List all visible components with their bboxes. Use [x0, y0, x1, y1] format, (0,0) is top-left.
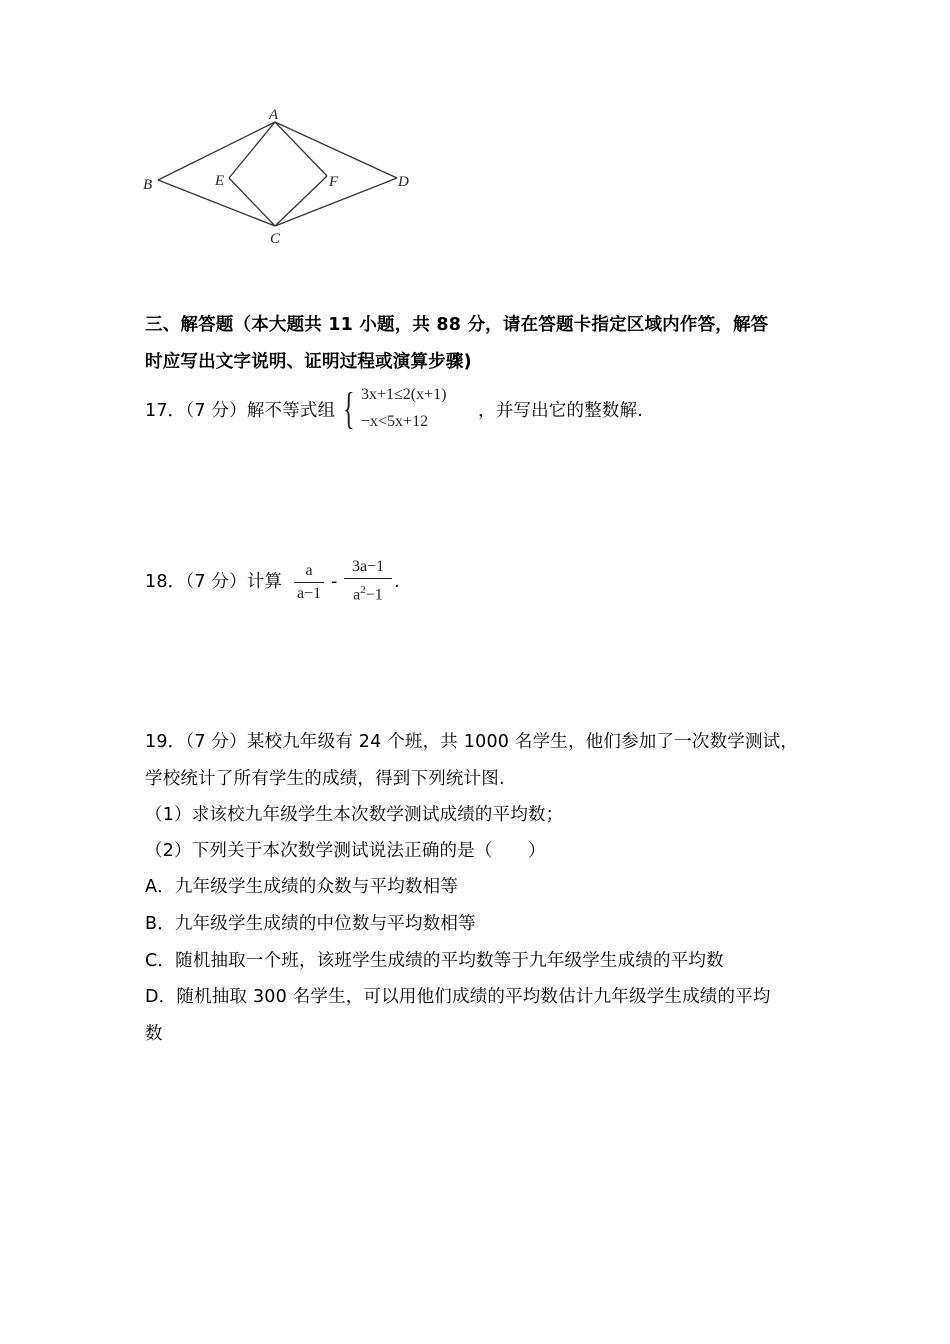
q18-fraction-2-bar	[344, 578, 392, 579]
q17-prefix: 17．（7 分）解不等式组	[145, 401, 336, 421]
q17-inequality-1: 3x+1≤2(x+1)	[361, 386, 447, 403]
geometry-figure	[130, 105, 430, 255]
q18-minus: -	[331, 572, 338, 592]
q18-suffix: .	[394, 572, 400, 592]
q19-line2: 学校统计了所有学生的成绩，得到下列统计图.	[145, 769, 505, 789]
q19-subquestion-1: （1）求该校九年级学生本次数学测试成绩的平均数；	[145, 805, 564, 825]
section-heading-line2: 时应写出文字说明、证明过程或演算步骤)	[145, 352, 472, 372]
section-heading-line1: 三、解答题（本大题共 11 小题，共 88 分，请在答题卡指定区域内作答，解答	[145, 315, 769, 335]
label-f: F	[329, 174, 339, 190]
q17-brace: {	[343, 384, 355, 433]
q18-fraction-2-numerator: 3a−1	[351, 558, 385, 575]
segment-ab	[158, 122, 275, 180]
segment-ec	[229, 178, 275, 226]
q19-option-c: C．随机抽取一个班，该班学生成绩的平均数等于九年级学生成绩的平均数	[145, 951, 724, 971]
q19-option-b: B．九年级学生成绩的中位数与平均数相等	[145, 914, 476, 934]
q18-fraction-1-numerator: a	[305, 562, 313, 579]
label-e: E	[215, 173, 225, 189]
q19-option-a: A．九年级学生成绩的众数与平均数相等	[145, 877, 459, 897]
q18-prefix: 18．（7 分）计算	[145, 572, 283, 592]
segment-da	[275, 122, 397, 178]
q18-fraction-2-den-exponent: 2	[360, 584, 366, 596]
segment-cf	[275, 176, 327, 226]
segment-fa	[275, 122, 327, 176]
q19-option-d-line2: 数	[145, 1024, 163, 1044]
segment-ae	[229, 122, 275, 178]
q19-option-d-line1: D．随机抽取 300 名学生，可以用他们成绩的平均数估计九年级学生成绩的平均	[145, 987, 771, 1007]
label-b: B	[143, 177, 153, 193]
q18-fraction-2-denominator	[344, 581, 392, 604]
label-a: A	[269, 107, 279, 123]
q18-fraction-1-denominator: a−1	[296, 585, 322, 602]
q17-inequality-2: −x<5x+12	[361, 413, 429, 430]
label-c: C	[270, 231, 281, 247]
q19-subquestion-2: （2）下列关于本次数学测试说法正确的是（ ）	[145, 841, 546, 861]
q18-fraction-1-bar	[294, 582, 324, 583]
q18-fraction-2-den-rest: −1	[365, 586, 383, 604]
q17-suffix: ，并写出它的整数解.	[478, 401, 644, 421]
q18-fraction-2	[344, 558, 392, 604]
q19-line1: 19．（7 分）某校九年级有 24 个班，共 1000 名学生，他们参加了一次数学测试，	[145, 732, 799, 752]
q18-fraction-2-den-base: a	[353, 586, 361, 604]
q18-fraction-1	[294, 562, 324, 603]
label-d: D	[398, 174, 409, 190]
